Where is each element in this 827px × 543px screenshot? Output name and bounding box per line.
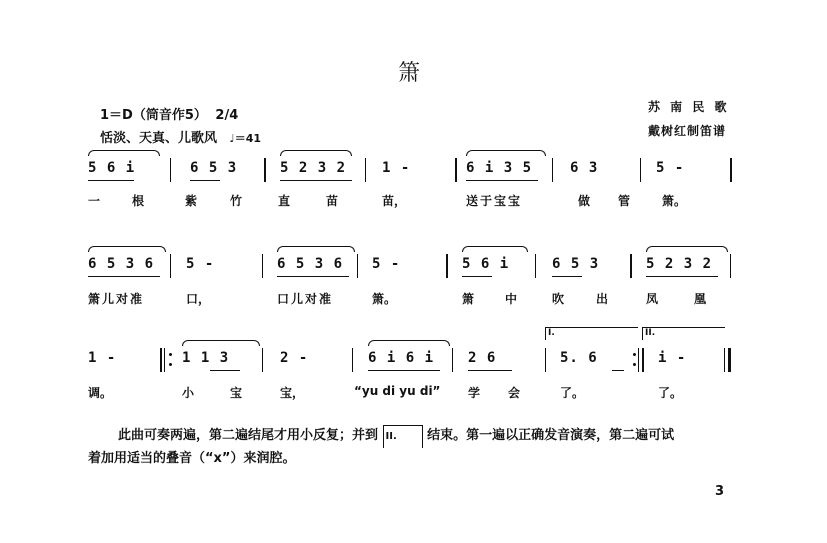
measure: 6 3 [570, 160, 599, 176]
beam [88, 276, 160, 277]
barline [264, 158, 266, 182]
page-title: 箫 [398, 61, 421, 86]
lyric: 小 [182, 386, 195, 400]
repeat-dot [633, 363, 636, 366]
beam [277, 276, 349, 277]
arranger-credit: 戴树红制笛谱 [648, 124, 727, 138]
key-signature [100, 104, 238, 123]
slur [368, 340, 450, 346]
beam [88, 180, 134, 181]
final-barline [728, 348, 731, 372]
slur [280, 150, 352, 156]
barline [730, 158, 732, 182]
repeat-end-barline [642, 348, 644, 372]
lyric: 苗， [382, 194, 407, 208]
lyric: 了。 [560, 386, 585, 400]
slur [182, 340, 260, 346]
lyric: 管 [618, 194, 631, 208]
tempo-mark: ♩＝41 [229, 132, 262, 145]
beam [612, 370, 624, 371]
footnote-marker: II. [383, 425, 423, 448]
measure: 1 1 3 [182, 350, 230, 366]
lyric: 调。 [88, 386, 113, 400]
barline [365, 158, 366, 182]
slur [646, 246, 728, 252]
lyric: 紫 [185, 194, 198, 208]
lyric: 苗 [326, 194, 339, 208]
measure: 6 5 3 6 [88, 256, 155, 272]
barline [262, 348, 263, 372]
barline [630, 254, 632, 278]
lyric: 根 [132, 194, 145, 208]
measure: 5 6 i [462, 256, 510, 272]
measure: 6 5 3 6 [277, 256, 344, 272]
lyric: 凰 [694, 292, 707, 306]
barline [352, 348, 353, 372]
slur [466, 150, 546, 156]
measure: 1 - [382, 160, 411, 176]
repeat-start-barline [160, 348, 162, 372]
measure: 6 i 3 5 [466, 160, 533, 176]
measure: 6 5 3 [552, 256, 600, 272]
final-barline [724, 348, 725, 372]
volta-second-ending: II. [642, 327, 725, 340]
slur [88, 150, 160, 156]
lyric: “yu di yu di” [354, 384, 441, 398]
origin-credit: 苏 南 民 歌 [648, 100, 730, 114]
slur [462, 246, 528, 252]
repeat-dot [169, 353, 172, 356]
barline [640, 158, 641, 182]
lyric: 口儿对准 [277, 292, 334, 306]
beam [368, 370, 440, 371]
beam [280, 180, 352, 181]
lyric: 做 [578, 194, 591, 208]
beam [190, 180, 220, 181]
lyric: 宝， [280, 386, 305, 400]
repeat-end-barline [638, 348, 639, 372]
slur [277, 246, 355, 252]
lyric: 送于宝宝 [466, 194, 523, 208]
barline [262, 254, 263, 278]
lyric: 竹 [230, 194, 243, 208]
barline [535, 254, 536, 278]
repeat-dot [633, 353, 636, 356]
footnote-line-2: 着加用适当的叠音（“x”）来润腔。 [88, 451, 296, 466]
lyric: 出 [596, 292, 609, 306]
lyric: 会 [508, 386, 521, 400]
page-number: 3 [714, 484, 724, 499]
lyric: 吹 [552, 292, 565, 306]
measure: 6 i 6 i [368, 350, 435, 366]
lyric: 箫。 [662, 194, 687, 208]
tempo-text: 恬淡、天真、儿歌风 [100, 131, 218, 146]
footnote-text: 结束。第一遍以正确发音演奏，第二遍可试 [427, 428, 675, 443]
beam [552, 276, 582, 277]
lyric: 箫儿对准 [88, 292, 145, 306]
lyric: 箫。 [372, 292, 397, 306]
measure: i - [658, 350, 687, 366]
lyric: 中 [505, 292, 518, 306]
tempo-line [100, 127, 261, 146]
repeat-start-barline [164, 348, 165, 372]
measure: 2 - [280, 350, 309, 366]
barline [545, 348, 546, 372]
barline [552, 158, 553, 182]
repeat-dot [169, 363, 172, 366]
lyric: 箫 [462, 292, 475, 306]
measure: 5 6 i [88, 160, 136, 176]
beam [646, 276, 718, 277]
lyric: 凤 [646, 292, 659, 306]
measure: 5 2 3 2 [280, 160, 347, 176]
measure: 5 - [656, 160, 685, 176]
barline [446, 254, 448, 278]
barline [170, 254, 171, 278]
measure: 5. 6 [560, 350, 598, 366]
footnote-text: 此曲可奏两遍，第二遍结尾才用小反复；并到 [118, 428, 379, 443]
measure: 1 - [88, 350, 117, 366]
lyric: 宝 [230, 386, 243, 400]
lyric: 了。 [658, 386, 683, 400]
barline [357, 254, 358, 278]
key-text: 1＝D（筒音作5） [100, 108, 207, 123]
barline [170, 158, 171, 182]
beam [466, 180, 538, 181]
lyric: 直 [278, 194, 291, 208]
beam [462, 276, 492, 277]
lyric: 学 [468, 386, 481, 400]
footnote-line-1 [118, 425, 674, 448]
measure: 5 - [186, 256, 215, 272]
lyric: 一 [88, 194, 101, 208]
lyric: 口， [186, 292, 211, 306]
slur [88, 246, 166, 252]
measure: 5 - [372, 256, 401, 272]
measure: 6 5 3 [190, 160, 238, 176]
volta-first-ending: I. [545, 327, 638, 340]
barline [455, 158, 457, 182]
beam [210, 370, 240, 371]
beam [468, 370, 512, 371]
measure: 2 6 [468, 350, 497, 366]
barline [730, 254, 731, 278]
barline [452, 348, 453, 372]
measure: 5 2 3 2 [646, 256, 713, 272]
time-signature: 2/4 [215, 108, 239, 123]
